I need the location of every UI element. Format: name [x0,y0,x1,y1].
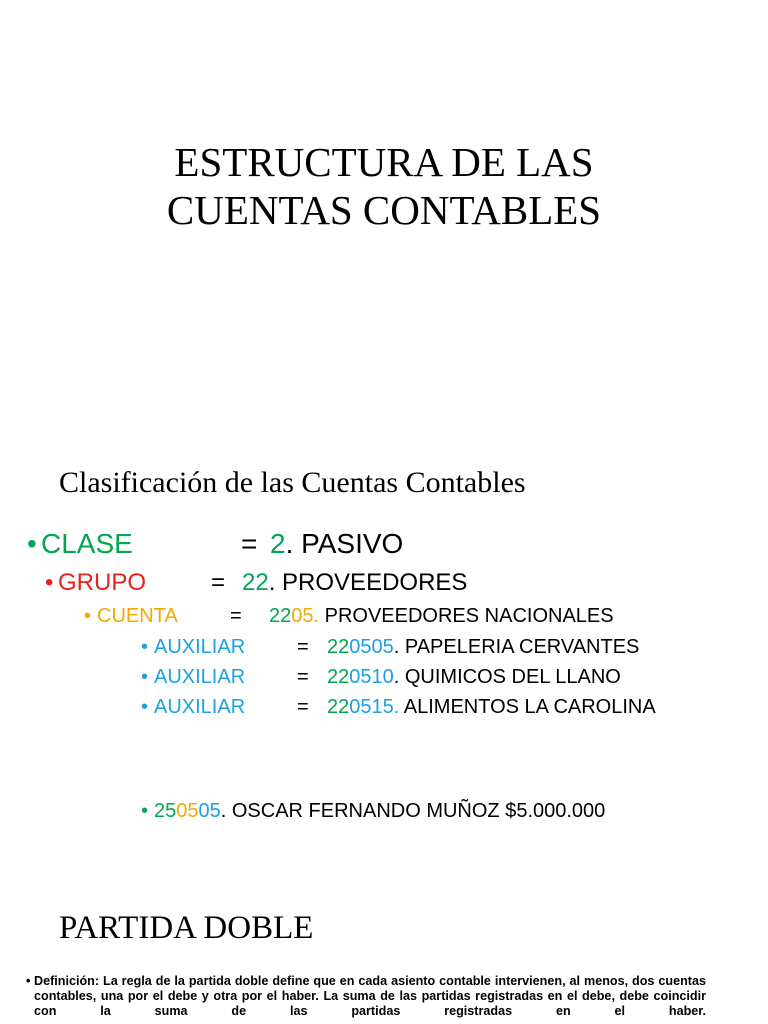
clase-code: 2 [270,528,286,559]
partida-doble-heading: PARTIDA DOBLE [59,910,314,946]
cuenta-label: CUENTA [97,605,178,627]
auxiliar-label: AUXILIAR [154,696,246,718]
cuenta-desc: PROVEEDORES NACIONALES [319,605,614,627]
cuenta-equals: = [230,605,242,627]
section-subtitle: Clasificación de las Cuentas Contables [59,466,526,499]
grupo-row [45,569,745,601]
grupo-equals: = [211,569,226,596]
auxiliar-bullet: • [141,696,149,718]
auxiliar-bullet: • [141,636,149,658]
auxiliar-equals: = [297,666,309,688]
example-row [141,800,761,828]
cuenta-code-group: 22 [269,605,292,627]
cuenta-bullet: • [84,605,92,627]
example-desc: . OSCAR FERNANDO MUÑOZ $5.000.000 [220,800,606,822]
slide-title-line-1: ESTRUCTURA DE LAS [174,139,594,185]
clase-row [27,528,727,564]
auxiliar-code-sub: 0510 [349,666,394,688]
auxiliar-label: AUXILIAR [154,666,246,688]
auxiliar-code-group: 22 [327,696,350,718]
clase-label: CLASE [41,528,133,559]
auxiliar-desc: . PAPELERIA CERVANTES [393,636,640,658]
example-code-sub: 05 [198,800,221,822]
example-bullet: • [141,800,149,822]
example-code-account: 05 [176,800,199,822]
definition-bullet: • [26,974,31,988]
auxiliar-desc: ALIMENTOS LA CAROLINA [399,696,656,718]
auxiliar-row [141,636,761,664]
auxiliar-code-group: 22 [327,636,350,658]
clase-bullet: • [27,528,37,559]
auxiliar-equals: = [297,696,309,718]
auxiliar-label: AUXILIAR [154,636,246,658]
partida-doble-definition [26,974,706,1019]
auxiliar-equals: = [297,636,309,658]
example-code-group: 25 [154,800,177,822]
definition-text: Definición: La regla de la partida doble define que en cada asiento contable intervienen, al menos, dos cuentas contables, una por el debe y otra por el haber. La suma de las partidas registradas en el debe, debe coincidir con la suma de las partidas registradas en el haber. [34,974,706,1018]
auxiliar-bullet: • [141,666,149,688]
clase-equals: = [241,528,258,559]
cuenta-row [84,605,764,633]
auxiliar-desc: . QUIMICOS DEL LLANO [393,666,621,688]
auxiliar-row [141,696,761,724]
auxiliar-code-group: 22 [327,666,350,688]
grupo-code: 22 [242,569,269,596]
clase-desc: . PASIVO [285,528,404,559]
grupo-bullet: • [45,569,54,596]
grupo-desc: . PROVEEDORES [268,569,468,596]
auxiliar-code-sub: 0505 [349,636,394,658]
auxiliar-row [141,666,761,694]
slide-title-line-2: CUENTAS CONTABLES [166,187,602,233]
slide-title [0,138,768,234]
cuenta-code-account: 05. [291,605,320,627]
grupo-label: GRUPO [58,569,147,596]
auxiliar-code-sub: 0515. [349,696,400,718]
